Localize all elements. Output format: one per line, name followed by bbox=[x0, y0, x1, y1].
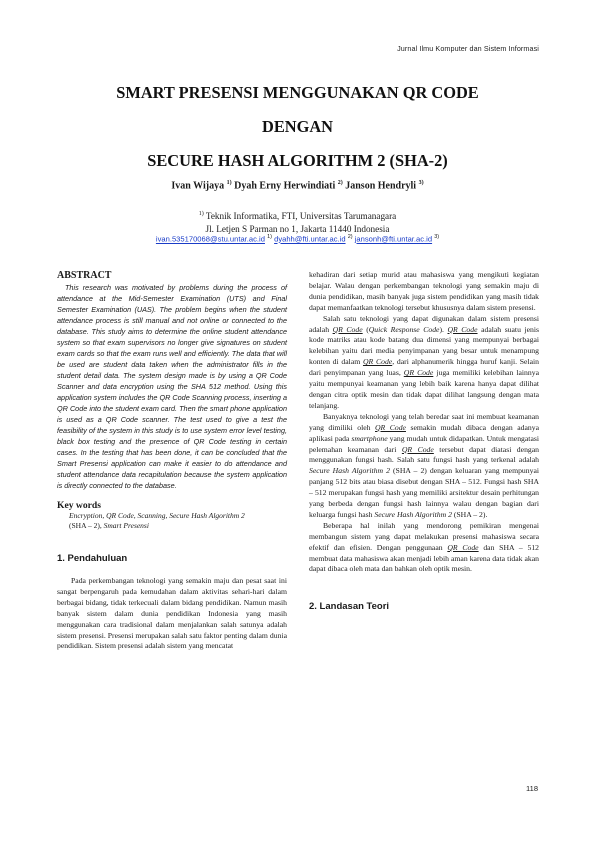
page-number: 118 bbox=[526, 784, 538, 793]
email-mark-1: 1) bbox=[267, 234, 272, 240]
keywords-heading: Key words bbox=[57, 500, 101, 511]
abstract-heading: ABSTRACT bbox=[57, 270, 112, 281]
title-line-3: SECURE HASH ALGORITHM 2 (SHA-2) bbox=[147, 151, 448, 170]
author-3: Janson Hendryli bbox=[345, 180, 417, 192]
author-2-mark: 2) bbox=[337, 180, 343, 186]
paper-title bbox=[60, 76, 535, 178]
affiliation-line-2: Jl. Letjen S Parman no 1, Jakarta 11440 Indonesia bbox=[205, 224, 390, 235]
email-mark-2: 2) bbox=[347, 234, 353, 240]
intro-paragraph-4: Beberapa hal inilah yang mendorong pemikiran mengenai membangun sistem yang dapat melakukan presensi mahasiswa secara efektif dan efisien. Dengan penggunaan QR Code dan SHA – 512 membuat data mahasiswa akan menjadi lebih aman karena data tidak akan dapat dibaca oleh mata dan bahkan oleh optik mesin. bbox=[309, 520, 540, 574]
journal-name: Jurnal Ilmu Komputer dan Sistem Informasi bbox=[397, 44, 539, 53]
author-1: Ivan Wijaya bbox=[171, 180, 225, 192]
affiliation bbox=[60, 208, 535, 236]
section-2-heading: 2. Landasan Teori bbox=[309, 601, 390, 613]
email-link-2[interactable]: dyahh@fti.untar.ac.id bbox=[274, 234, 346, 244]
affiliation-line-1: Teknik Informatika, FTI, Universitas Tarumanagara bbox=[205, 211, 397, 222]
section-1-heading: 1. Pendahuluan bbox=[57, 553, 128, 564]
intro-paragraph-3: Banyaknya teknologi yang telah beredar saat ini membuat keamanan yang dimiliki oleh QR Code semakin mudah dibaca dengan adanya aplikasi pada smartphone yang mudah untuk didapatkan. Untuk mengatasi pelemahan keamanan dari QR Code tersebut dapat diatasi dengan menggunakan fungsi hash. Salah satu fungsi hash yang terkenal adalah Secure Hash Algorithm 2 (SHA – 2) dengan keluaran yang mempunyai panjang 512 bits atau biasa disebut dengan SHA – 512. Fungsi hash SHA – 512 merupakan fungsi hash yang memiliki arsitektur desain perhitungan yang berbeda dengan fungsi hash lainnya walau dengan bagian dari keluarga fungsi hash Secure Hash Algorithm 2 (SHA – 2). bbox=[309, 411, 540, 519]
email-link-3[interactable]: jansonh@fti.untar.ac.id bbox=[354, 234, 433, 244]
abstract-body: This research was motivated by problems during the process of attendance at the Mid-Semester Examination (UTS) and Final Semester Examination (UAS). The problem begins when the student attendance process is still manual and not online or connected to the database. This study aims to determine the online student attendance system so that exam supervisors no longer give signatures on student exam cards so that the exam runs well and efficiently. The data that will be used are student data taken when the administrator fills in the student detail data. The system design made is by using a QR Code Scanner and data encryption using the SHA 512 method. Using this application system includes the QR Code Scanning process, inserting a QR Code into the student exam card. Then the smart phone application is used as a QR Code scanner. The test used to give a test the feasibility of the system in this study is to use system error level testing, black box testing and the presence of QR Code testing in certain cases. In the testing that has been done, it can be concluded that the Smart Presensi application can make it easier to do attendance and student attendance data recapitulation because the system application is directly connected to the database. bbox=[57, 283, 287, 490]
author-list bbox=[60, 180, 535, 191]
title-line-1: SMART PRESENSI MENGGUNAKAN QR CODE bbox=[116, 83, 479, 102]
keywords-line-2b: Smart Presensi bbox=[103, 521, 149, 530]
intro-paragraph-continued: kehadiran dari setiap murid atau mahasiswa yang mengikuti kegiatan belajar. Walau dengan perkembangan teknologi yang semakin maju di dunia pendidikan, masih banyak juga sistem pendidikan yang masih tidak dapat memanfaatkan teknologi tersebut khususnya dalam sistem presensi. bbox=[309, 270, 539, 312]
keywords-line-2a: (SHA – 2), bbox=[69, 521, 104, 530]
affiliation-mark: 1) bbox=[198, 211, 204, 217]
right-column bbox=[309, 270, 539, 624]
intro-paragraph-2: Salah satu teknologi yang dapat digunakan dalam sistem presensi adalah QR Code (Quick Response Code). QR Code adalah suatu jenis kode matriks atau kode batang dua dimensi yang mempunyai berbagai kelebihan yaitu dari media penyimpanan yang besar untuk menampung konten di dalam QR Code, dari alphanumerik hingga huruf kanji. Selain dari penyimpanan yang luas, QR Code juga memiliki kelebihan lainnya yaitu mempunyai keamanan yang lebih baik karena hanya dapat dilihat dengan citra optik mesin dan tidak dapat dilihat langsung dengan mata telanjang. bbox=[309, 313, 539, 410]
author-3-mark: 3) bbox=[418, 180, 424, 186]
keywords-body bbox=[57, 511, 287, 531]
email-list bbox=[60, 234, 535, 244]
email-mark-3: 3) bbox=[434, 234, 440, 240]
left-column bbox=[57, 270, 287, 652]
email-link-1[interactable]: ivan.535170068@stu.untar.ac.id bbox=[155, 234, 265, 244]
section-1-paragraph-1: Pada perkembangan teknologi yang semakin maju dan pesat saat ini sangat berpengaruh pada kemudahan dalam aktivitas sehari-hari dalam berbagai bidang, tidak terkecuali dalam bidang pendidikan. Namun masih banyak sistem dalam dunia pendidikan Indonesia yang masih menggunakan cara tradisional dalam menjalankan salah satunya adalah sistem presensi. Presensi merupakan salah satu faktor penting dalam dunia pendidikan. Sistem presensi adalah sistem yang mencatat bbox=[57, 576, 287, 651]
keywords-line-1: Encryption, QR Code, Scanning, Secure Hash Algorithm 2 bbox=[69, 511, 245, 520]
author-1-mark: 1) bbox=[226, 180, 232, 186]
title-line-2: DENGAN bbox=[261, 117, 334, 136]
author-2: Dyah Erny Herwindiati bbox=[234, 180, 336, 192]
